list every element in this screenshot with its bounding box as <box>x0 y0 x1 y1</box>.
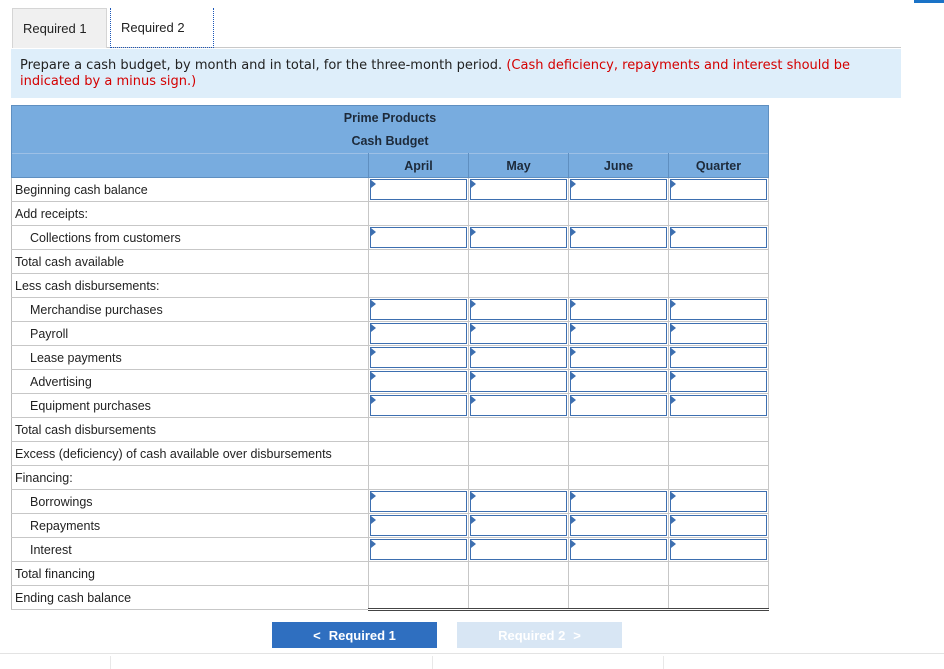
amount-input[interactable] <box>370 491 467 512</box>
amount-input[interactable] <box>670 299 767 320</box>
input-cell-june[interactable] <box>569 346 669 370</box>
output-cell-april[interactable] <box>369 418 469 442</box>
budget-row <box>12 394 769 418</box>
input-cell-june[interactable] <box>569 178 669 202</box>
footer-divider-tick <box>663 656 664 669</box>
budget-row <box>12 274 769 298</box>
input-cell-may[interactable] <box>469 394 569 418</box>
input-cell-may[interactable] <box>469 322 569 346</box>
input-cell-may[interactable] <box>469 226 569 250</box>
amount-input[interactable] <box>470 323 567 344</box>
input-cell-june[interactable] <box>569 370 669 394</box>
input-cell-april[interactable] <box>369 322 469 346</box>
footer-divider <box>0 653 944 654</box>
input-cell-june[interactable] <box>569 490 669 514</box>
input-cell-may[interactable] <box>469 178 569 202</box>
output-cell-may[interactable] <box>469 202 569 226</box>
dropdown-marker-icon <box>671 540 676 548</box>
dropdown-marker-icon <box>471 228 476 236</box>
budget-row <box>12 418 769 442</box>
instructions-panel <box>11 49 901 98</box>
tab-required-2[interactable]: Required 2 <box>110 8 214 48</box>
column-header-blank <box>12 154 369 178</box>
next-button-label: Required 2 <box>498 627 566 643</box>
dropdown-marker-icon <box>671 300 676 308</box>
tab-required-1[interactable]: Required 1 <box>12 8 107 48</box>
dropdown-marker-icon <box>371 300 376 308</box>
amount-input[interactable] <box>570 179 667 200</box>
output-cell-may[interactable] <box>469 418 569 442</box>
amount-input[interactable] <box>570 491 667 512</box>
input-cell-quarter[interactable] <box>669 538 769 562</box>
table-title: Cash Budget <box>12 130 769 154</box>
amount-input[interactable] <box>370 347 467 368</box>
row-label: Beginning cash balance <box>12 178 369 202</box>
dropdown-marker-icon <box>571 396 576 404</box>
amount-input[interactable] <box>370 515 467 536</box>
output-cell-quarter[interactable] <box>669 202 769 226</box>
row-label: Add receipts: <box>12 202 369 226</box>
output-cell-june[interactable] <box>569 274 669 298</box>
row-label: Merchandise purchases <box>12 298 369 322</box>
budget-row <box>12 490 769 514</box>
amount-input[interactable] <box>370 227 467 248</box>
output-cell-may[interactable] <box>469 250 569 274</box>
row-label: Equipment purchases <box>12 394 369 418</box>
dropdown-marker-icon <box>671 396 676 404</box>
output-cell-april[interactable] <box>369 202 469 226</box>
row-label: Interest <box>12 538 369 562</box>
amount-input[interactable] <box>370 179 467 200</box>
dropdown-marker-icon <box>471 516 476 524</box>
amount-input[interactable] <box>470 539 567 560</box>
dropdown-marker-icon <box>371 348 376 356</box>
input-cell-quarter[interactable] <box>669 490 769 514</box>
output-cell-april[interactable] <box>369 562 469 586</box>
row-label: Less cash disbursements: <box>12 274 369 298</box>
dropdown-marker-icon <box>371 180 376 188</box>
input-cell-april[interactable] <box>369 226 469 250</box>
output-cell-quarter[interactable] <box>669 250 769 274</box>
row-label: Lease payments <box>12 346 369 370</box>
input-cell-april[interactable] <box>369 370 469 394</box>
budget-row <box>12 442 769 466</box>
output-cell-june[interactable] <box>569 562 669 586</box>
amount-input[interactable] <box>670 395 767 416</box>
input-cell-quarter[interactable] <box>669 322 769 346</box>
output-cell-june[interactable] <box>569 442 669 466</box>
amount-input[interactable] <box>470 371 567 392</box>
dropdown-marker-icon <box>471 180 476 188</box>
output-cell-may[interactable] <box>469 562 569 586</box>
column-header-row <box>12 154 769 178</box>
output-cell-june[interactable] <box>569 202 669 226</box>
amount-input[interactable] <box>570 539 667 560</box>
dropdown-marker-icon <box>471 492 476 500</box>
output-cell-april[interactable] <box>369 250 469 274</box>
dropdown-marker-icon <box>471 372 476 380</box>
next-required-2-button[interactable] <box>457 622 622 648</box>
output-cell-june[interactable] <box>569 418 669 442</box>
output-cell-quarter[interactable] <box>669 562 769 586</box>
input-cell-may[interactable] <box>469 298 569 322</box>
input-cell-quarter[interactable] <box>669 394 769 418</box>
footer-divider-tick <box>110 656 111 669</box>
amount-input[interactable] <box>370 299 467 320</box>
input-cell-may[interactable] <box>469 538 569 562</box>
output-cell-quarter[interactable] <box>669 274 769 298</box>
column-header-april: April <box>369 154 469 178</box>
input-cell-april[interactable] <box>369 298 469 322</box>
row-label: Repayments <box>12 514 369 538</box>
input-cell-april[interactable] <box>369 514 469 538</box>
row-label: Total cash available <box>12 250 369 274</box>
input-cell-quarter[interactable] <box>669 346 769 370</box>
input-cell-quarter[interactable] <box>669 226 769 250</box>
input-cell-quarter[interactable] <box>669 178 769 202</box>
amount-input[interactable] <box>570 347 667 368</box>
budget-row <box>12 562 769 586</box>
input-cell-june[interactable] <box>569 298 669 322</box>
budget-row <box>12 226 769 250</box>
output-cell-june[interactable] <box>569 250 669 274</box>
dropdown-marker-icon <box>571 372 576 380</box>
output-cell-april[interactable] <box>369 274 469 298</box>
row-label: Financing: <box>12 466 369 490</box>
dropdown-marker-icon <box>371 540 376 548</box>
output-cell-quarter[interactable] <box>669 466 769 490</box>
amount-input[interactable] <box>670 347 767 368</box>
dropdown-marker-icon <box>671 516 676 524</box>
dropdown-marker-icon <box>471 348 476 356</box>
dropdown-marker-icon <box>571 300 576 308</box>
dropdown-marker-icon <box>371 372 376 380</box>
dropdown-marker-icon <box>571 180 576 188</box>
dropdown-marker-icon <box>671 492 676 500</box>
budget-row <box>12 250 769 274</box>
dropdown-marker-icon <box>471 324 476 332</box>
dropdown-marker-icon <box>671 324 676 332</box>
output-cell-april[interactable] <box>369 466 469 490</box>
amount-input[interactable] <box>670 179 767 200</box>
input-cell-quarter[interactable] <box>669 370 769 394</box>
amount-input[interactable] <box>570 371 667 392</box>
amount-input[interactable] <box>470 515 567 536</box>
amount-input[interactable] <box>670 515 767 536</box>
dropdown-marker-icon <box>371 324 376 332</box>
input-cell-may[interactable] <box>469 490 569 514</box>
budget-row <box>12 466 769 490</box>
chevron-left-icon: < <box>313 627 321 643</box>
amount-input[interactable] <box>670 323 767 344</box>
budget-row <box>12 514 769 538</box>
dropdown-marker-icon <box>371 516 376 524</box>
dropdown-marker-icon <box>671 372 676 380</box>
column-header-quarter: Quarter <box>669 154 769 178</box>
dropdown-marker-icon <box>371 492 376 500</box>
dropdown-marker-icon <box>471 300 476 308</box>
column-header-june: June <box>569 154 669 178</box>
row-label: Ending cash balance <box>12 586 369 610</box>
column-header-may: May <box>469 154 569 178</box>
input-cell-june[interactable] <box>569 514 669 538</box>
dropdown-marker-icon <box>671 348 676 356</box>
budget-row <box>12 322 769 346</box>
dropdown-marker-icon <box>471 540 476 548</box>
cash-budget-table <box>11 105 769 611</box>
output-cell-april[interactable] <box>369 586 469 610</box>
dropdown-marker-icon <box>671 228 676 236</box>
amount-input[interactable] <box>470 299 567 320</box>
budget-row <box>12 586 769 610</box>
output-cell-may[interactable] <box>469 274 569 298</box>
amount-input[interactable] <box>370 371 467 392</box>
output-cell-april[interactable] <box>369 442 469 466</box>
dropdown-marker-icon <box>571 324 576 332</box>
output-cell-may[interactable] <box>469 466 569 490</box>
dropdown-marker-icon <box>571 516 576 524</box>
output-cell-quarter[interactable] <box>669 442 769 466</box>
amount-input[interactable] <box>470 347 567 368</box>
input-cell-may[interactable] <box>469 346 569 370</box>
chevron-right-icon: > <box>573 627 581 643</box>
input-cell-april[interactable] <box>369 394 469 418</box>
input-cell-quarter[interactable] <box>669 514 769 538</box>
output-cell-quarter[interactable] <box>669 418 769 442</box>
amount-input[interactable] <box>570 515 667 536</box>
row-label: Advertising <box>12 370 369 394</box>
dropdown-marker-icon <box>571 492 576 500</box>
amount-input[interactable] <box>470 227 567 248</box>
budget-row <box>12 370 769 394</box>
input-cell-june[interactable] <box>569 322 669 346</box>
dropdown-marker-icon <box>471 396 476 404</box>
dropdown-marker-icon <box>371 396 376 404</box>
amount-input[interactable] <box>470 179 567 200</box>
input-cell-quarter[interactable] <box>669 298 769 322</box>
budget-row <box>12 298 769 322</box>
input-cell-april[interactable] <box>369 178 469 202</box>
output-cell-may[interactable] <box>469 442 569 466</box>
dropdown-marker-icon <box>571 540 576 548</box>
budget-row <box>12 202 769 226</box>
budget-row <box>12 178 769 202</box>
output-cell-june[interactable] <box>569 466 669 490</box>
amount-input[interactable] <box>670 371 767 392</box>
amount-input[interactable] <box>670 539 767 560</box>
amount-input[interactable] <box>370 395 467 416</box>
amount-input[interactable] <box>570 227 667 248</box>
amount-input[interactable] <box>670 227 767 248</box>
input-cell-may[interactable] <box>469 514 569 538</box>
amount-input[interactable] <box>370 323 467 344</box>
amount-input[interactable] <box>470 491 567 512</box>
row-label: Borrowings <box>12 490 369 514</box>
company-name: Prime Products <box>12 106 769 130</box>
instructions-text: Prepare a cash budget, by month and in total, for the three-month period. <box>20 58 503 73</box>
footer-divider-tick <box>432 656 433 669</box>
previous-required-1-button[interactable] <box>272 622 437 648</box>
amount-input[interactable] <box>570 323 667 344</box>
row-label: Total financing <box>12 562 369 586</box>
budget-row <box>12 538 769 562</box>
input-cell-april[interactable] <box>369 490 469 514</box>
amount-input[interactable] <box>570 395 667 416</box>
previous-button-label: Required 1 <box>328 627 396 643</box>
tab-bar <box>12 8 901 48</box>
output-cell-june[interactable] <box>569 586 669 610</box>
row-label: Total cash disbursements <box>12 418 369 442</box>
input-cell-may[interactable] <box>469 370 569 394</box>
amount-input[interactable] <box>670 491 767 512</box>
amount-input[interactable] <box>470 395 567 416</box>
dropdown-marker-icon <box>671 180 676 188</box>
row-label: Collections from customers <box>12 226 369 250</box>
input-cell-june[interactable] <box>569 538 669 562</box>
dropdown-marker-icon <box>571 348 576 356</box>
top-accent-bar <box>914 0 944 3</box>
instructions-note: (Cash deficiency, repayments and interest should be indicated by a minus sign.) <box>20 58 851 89</box>
amount-input[interactable] <box>370 539 467 560</box>
amount-input[interactable] <box>570 299 667 320</box>
input-cell-april[interactable] <box>369 538 469 562</box>
row-label: Payroll <box>12 322 369 346</box>
input-cell-april[interactable] <box>369 346 469 370</box>
output-cell-quarter[interactable] <box>669 586 769 610</box>
dropdown-marker-icon <box>571 228 576 236</box>
dropdown-marker-icon <box>371 228 376 236</box>
input-cell-june[interactable] <box>569 394 669 418</box>
row-label: Excess (deficiency) of cash available over disbursements <box>12 442 369 466</box>
input-cell-june[interactable] <box>569 226 669 250</box>
output-cell-may[interactable] <box>469 586 569 610</box>
budget-row <box>12 346 769 370</box>
